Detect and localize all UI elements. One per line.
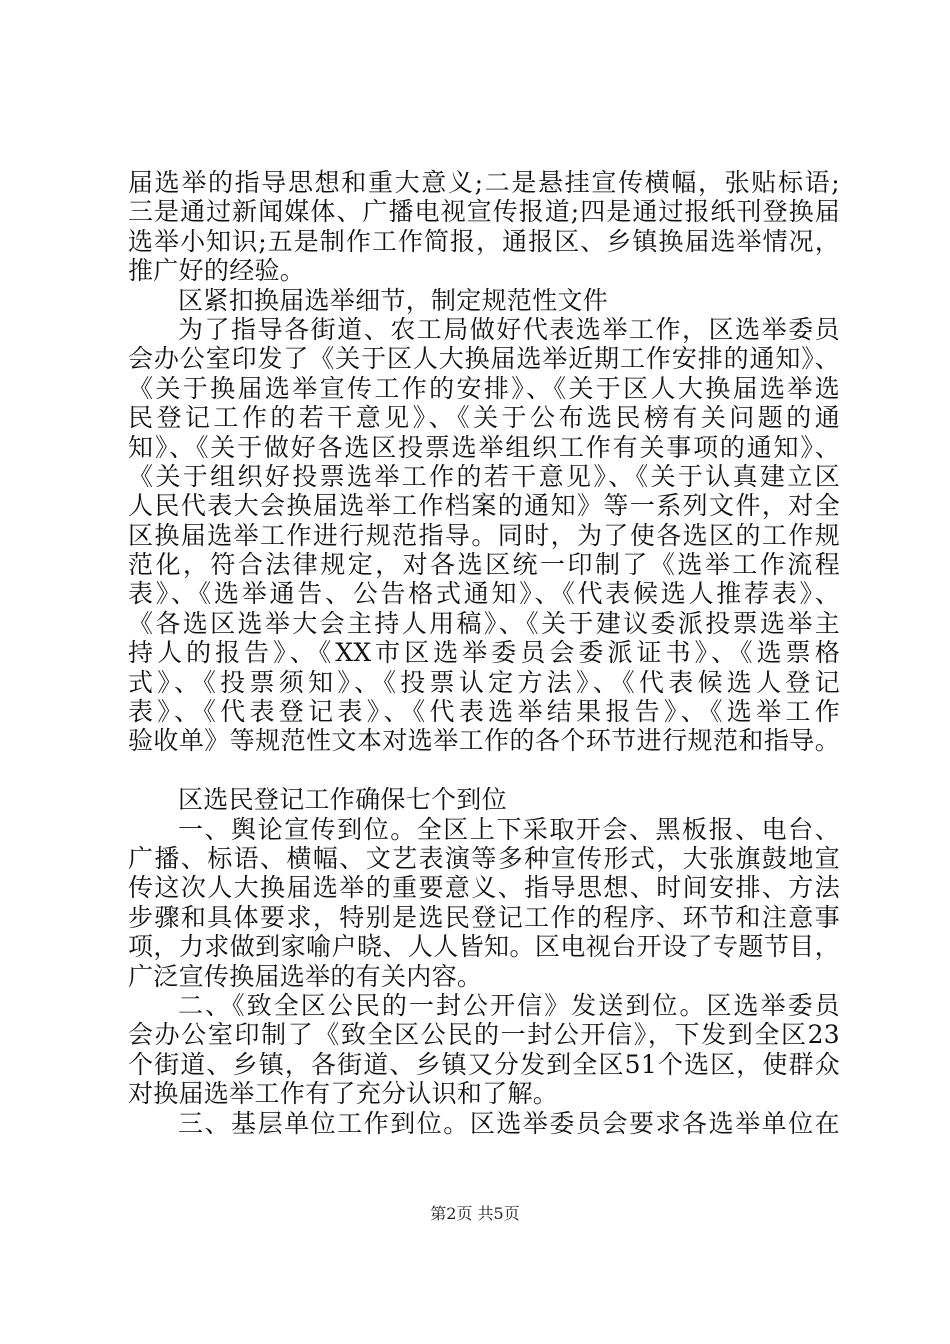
text-line: 区紧扣换届选举细节，制定规范性文件 — [178, 285, 609, 315]
text-line: 广播、标语、横幅、文艺表演等多种宣传形式，大张旗鼓地宣 — [128, 843, 840, 873]
text-line: 民登记工作的若干意见》、《关于公布选民榜有关问题的通 — [128, 403, 840, 433]
page-footer: 第2页 共5页 — [430, 1204, 520, 1223]
text-line: 广泛宣传换届选举的有关内容。 — [128, 961, 483, 991]
text-line: 三、基层单位工作到位。区选举委员会要求各选举单位在 — [178, 1108, 840, 1138]
text-line: 步骤和具体要求，特别是选民登记工作的程序、环节和注意事 — [128, 902, 840, 932]
text-line: 会办公室印发了《关于区人大换届选举近期工作安排的通知》、 — [128, 344, 840, 374]
text-line: 推广好的经验。 — [128, 256, 306, 286]
text-line: 区换届选举工作进行规范指导。同时，为了使各选区的工作规 — [128, 520, 840, 550]
text-line: 持人的报告》、《XX市区选举委员会委派证书》、《选票格 — [128, 638, 840, 668]
text-line: 二、《致全区公民的一封公开信》发送到位。区选举委员 — [178, 990, 840, 1020]
text-line: 项，力求做到家喻户晓、人人皆知。区电视台开设了专题节目， — [128, 932, 840, 962]
text-line: 《关于换届选举宣传工作的安排》、《关于区人大换届选举选 — [128, 373, 840, 403]
text-line: 会办公室印制了《致全区公民的一封公开信》，下发到全区23 — [128, 1020, 840, 1050]
text-line: 对换届选举工作有了充分认识和了解。 — [128, 1079, 559, 1109]
text-line: 人民代表大会换届选举工作档案的通知》等一系列文件，对全 — [128, 491, 840, 521]
text-line: 表》、《选举通告、公告格式通知》、《代表候选人推荐表》、 — [128, 579, 840, 609]
text-line: 《关于组织好投票选举工作的若干意见》、《关于认真建立区 — [128, 461, 840, 491]
text-line: 式》、《投票须知》、《投票认定方法》、《代表候选人登记 — [128, 667, 840, 697]
text-line: 一、舆论宣传到位。全区上下采取开会、黑板报、电台、 — [178, 814, 840, 844]
text-line: 三是通过新闻媒体、广播电视宣传报道;四是通过报纸刊登换届 — [128, 197, 840, 227]
text-line: 区选民登记工作确保七个到位 — [178, 785, 507, 815]
text-line: 届选举的指导思想和重大意义;二是悬挂宣传横幅，张贴标语; — [128, 168, 840, 197]
text-line: 个街道、乡镇，各街道、乡镇又分发到全区51个选区，使群众 — [128, 1049, 840, 1079]
text-line: 选举小知识;五是制作工作简报，通报区、乡镇换届选举情况， — [128, 226, 840, 256]
text-line: 知》、《关于做好各选区投票选举组织工作有关事项的通知》、 — [128, 432, 840, 462]
text-line: 表》、《代表登记表》、《代表选举结果报告》、《选举工作 — [128, 697, 840, 727]
text-line: 为了指导各街道、农工局做好代表选举工作，区选举委员 — [178, 314, 840, 344]
document-body — [128, 168, 840, 1138]
text-line: 传这次人大换届选举的重要意义、指导思想、时间安排、方法 — [128, 873, 840, 903]
text-line: 范化，符合法律规定，对各选区统一印制了《选举工作流程 — [128, 550, 840, 580]
text-line: 验收单》等规范性文本对选举工作的各个环节进行规范和指导。 — [128, 726, 840, 756]
text-line: 《各选区选举大会主持人用稿》、《关于建议委派投票选举主 — [128, 608, 840, 638]
blank-line — [128, 756, 840, 785]
